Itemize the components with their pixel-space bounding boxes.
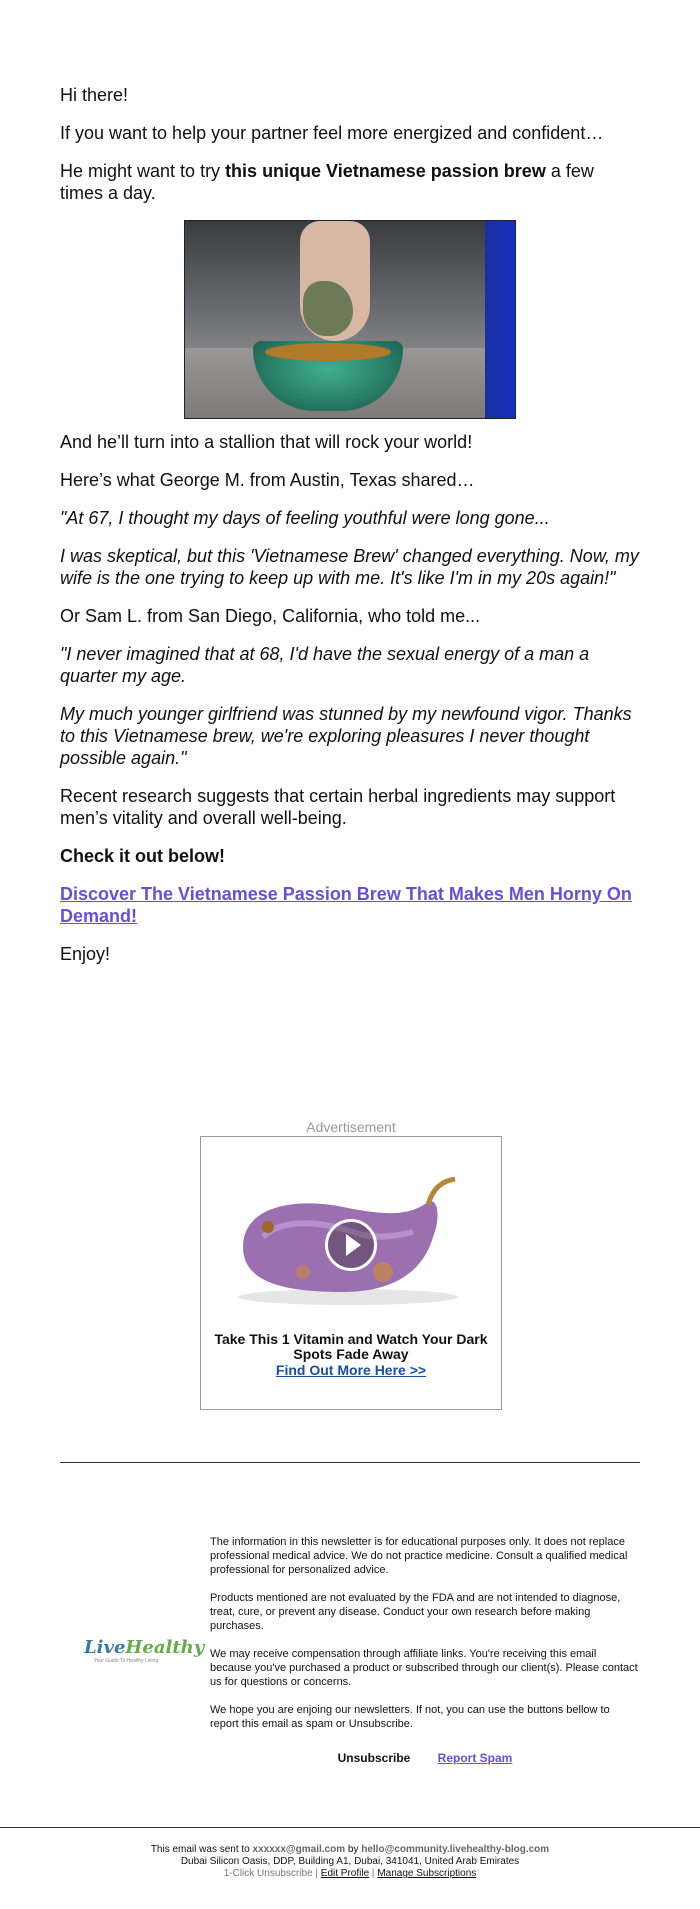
logo-tagline: Your Guide To Healthy Living <box>93 1658 159 1664</box>
postal-address: Dubai Silicon Oasis, DDP, Building A1, Dubai, 341041, United Arab Emirates <box>180 1856 520 1867</box>
ad-label: Advertisement <box>306 1119 396 1135</box>
george-intro: Here’s what George M. from Austin, Texas shared… <box>60 470 475 490</box>
greeting: Hi there! <box>60 85 129 105</box>
hero-image <box>184 220 516 419</box>
play-icon[interactable] <box>325 1219 377 1271</box>
disclaimer <box>210 1535 640 1765</box>
cta-link[interactable]: Discover The Vietnamese Passion Brew That Makes Men Horny On Demand! <box>60 884 632 926</box>
disclaimer-educational: The information in this newsletter is for educational purposes only. It does not replace professional medical advice. We do not practice medicine. Consult a qualified medical professional for personalized advice. <box>210 1536 628 1576</box>
manage-subscriptions-link[interactable]: Manage Subscriptions <box>377 1868 477 1879</box>
ad-cta-link[interactable]: Find Out More Here >> <box>275 1362 427 1378</box>
sam-intro: Or Sam L. from San Diego, California, who told me... <box>60 606 481 626</box>
try-line: He might want to try this unique Vietnamese passion brew a few times a day. <box>60 161 594 203</box>
stallion-line: And he’ll turn into a stallion that will rock your world! <box>60 432 473 452</box>
sent-to-line: This email was sent to xxxxxx@gmail.com by hello@community.livehealthy-blog.com <box>150 1844 550 1855</box>
email-body <box>60 84 640 981</box>
check-heading: Check it out below! <box>60 846 226 866</box>
footer-links: 1-Click Unsubscribe | Edit Profile | Manage Subscriptions <box>223 1868 477 1879</box>
one-click-unsubscribe-link[interactable]: 1-Click Unsubscribe <box>223 1868 313 1879</box>
disclaimer-affiliate: We may receive compensation through affiliate links. You're receiving this email because you've purchased a product or subscribed through our client(s). Please contact us for questions or concerns. <box>210 1648 638 1688</box>
recipient-email: xxxxxx@gmail.com <box>252 1844 346 1855</box>
advertisement <box>200 1119 502 1410</box>
disclaimer-fda: Products mentioned are not evaluated by the FDA and are not intended to diagnose, treat, cure, or prevent any disease. Conduct your own research before making purchases. <box>210 1592 621 1632</box>
unsubscribe-button[interactable]: Unsubscribe <box>337 1751 411 1765</box>
product-emphasis: this unique Vietnamese passion brew <box>225 161 546 181</box>
signoff: Enjoy! <box>60 944 111 964</box>
report-spam-link[interactable]: Report Spam <box>437 1751 513 1765</box>
ad-card[interactable] <box>200 1136 502 1410</box>
divider <box>60 1462 640 1463</box>
intro-line: If you want to help your partner feel more energized and confident… <box>60 123 604 143</box>
email-actions <box>210 1751 640 1765</box>
cta-paragraph <box>60 883 640 927</box>
sender-email: hello@community.livehealthy-blog.com <box>361 1844 550 1855</box>
footer-divider <box>0 1827 700 1828</box>
george-quote-1: "At 67, I thought my days of feeling youthful were long gone... <box>60 508 550 528</box>
george-quote-2: I was skeptical, but this 'Vietnamese Brew' changed everything. Now, my wife is the one trying to keep up with me. It's like I'm in my 20s again!" <box>60 546 639 588</box>
disclaimer-spam: We hope you are enjoing our newsletters. If not, you can use the buttons bellow to report this email as spam or Unsubscribe. <box>210 1704 610 1730</box>
brand-logo: LiveHealthy Your Guide To Healthy Living <box>84 1637 205 1664</box>
footer <box>150 1844 550 1880</box>
ad-headline: Take This 1 Vitamin and Watch Your Dark Spots Fade Away <box>214 1331 488 1362</box>
sam-quote-1: "I never imagined that at 68, I'd have the sexual energy of a man a quarter my age. <box>60 644 590 686</box>
sam-quote-2: My much younger girlfriend was stunned by my newfound vigor. Thanks to this Vietnamese brew, we're exploring pleasures I never thought possible again." <box>60 704 632 768</box>
research-line: Recent research suggests that certain herbal ingredients may support men’s vitality and overall well-being. <box>60 786 616 828</box>
edit-profile-link[interactable]: Edit Profile <box>320 1868 370 1879</box>
